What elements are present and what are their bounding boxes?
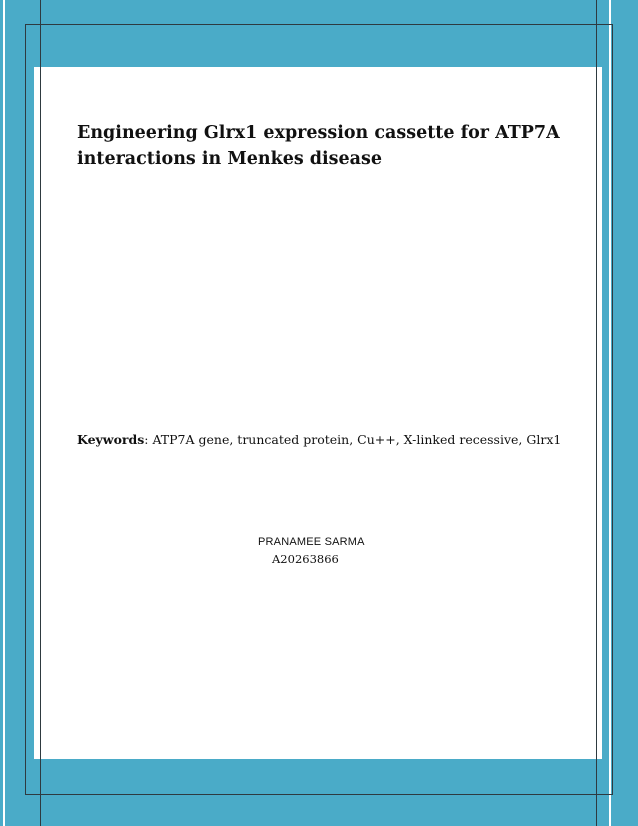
left-inner-line bbox=[40, 0, 41, 826]
document-title: Engineering Glrx1 expression cassette for ATP7A interactions in Menkes disease bbox=[77, 123, 560, 169]
right-inner-line bbox=[596, 0, 597, 826]
keywords-line bbox=[77, 432, 597, 447]
keywords-label: Keywords bbox=[77, 432, 145, 447]
student-id: A20263866 bbox=[272, 552, 339, 566]
left-accent-strip bbox=[3, 0, 5, 826]
author-name: PRANAMEE SARMA bbox=[258, 536, 365, 548]
keywords-text: ATP7A gene, truncated protein, Cu++, X-linked recessive, Glrx1 bbox=[152, 432, 562, 447]
keywords-separator: : bbox=[144, 432, 153, 447]
